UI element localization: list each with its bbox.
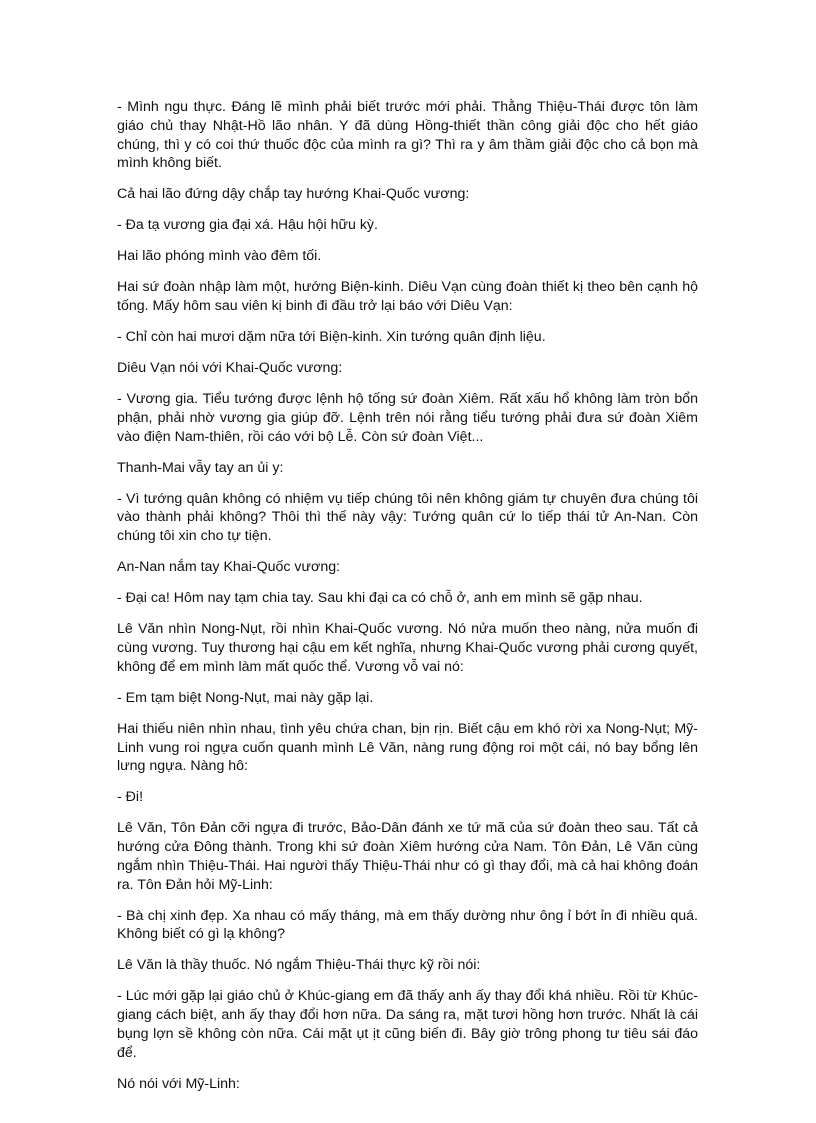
paragraph-9: Thanh-Mai vẫy tay an ủi y:	[117, 459, 284, 476]
paragraph-1: - Mình ngu thực. Đáng lẽ mình phải biết trước mới phải. Thằng Thiệu-Thái được tôn làm giáo chủ thay Nhật-Hồ lão nhân. Y đã dùng Hồng-thiết thần công giải độc cho hết giáo chúng, thì y có coi thứ thuốc độc của mình ra gì? Thì ra y âm thầm giải độc cho cả bọn mà mình không biết.	[117, 99, 698, 172]
paragraph-6: - Chỉ còn hai mươi dặm nữa tới Biện-kinh. Xin tướng quân định liệu.	[117, 329, 546, 346]
paragraph-4: Hai lão phóng mình vào đêm tối.	[117, 248, 322, 265]
paragraph-3: - Đa tạ vương gia đại xá. Hậu hội hữu kỳ.	[117, 217, 378, 234]
paragraph-12: - Đại ca! Hôm nay tạm chia tay. Sau khi đại ca có chỗ ở, anh em mình sẽ gặp nhau.	[117, 590, 643, 607]
paragraph-5: Hai sứ đoàn nhập làm một, hướng Biện-kinh. Diêu Vạn cùng đoàn thiết kị theo bên cạnh hộ tống. Mấy hôm sau viên kị binh đi đầu trở lại báo với Diêu Vạn:	[117, 279, 698, 315]
paragraph-17: Lê Văn, Tôn Đản cỡi ngựa đi trước, Bảo-Dân đánh xe tứ mã của sứ đoàn theo sau. Tất cả hướng cửa Đông thành. Trong khi sứ đoàn Xiêm hướng cửa Nam. Tôn Đản, Lê Văn cùng ngắm nhìn Thiệu-Thái. Hai người thấy Thiệu-Thái như có gì thay đổi, mà cả hai không đoán ra. Tôn Đản hỏi Mỹ-Linh:	[117, 820, 698, 893]
paragraph-10: - Vì tướng quân không có nhiệm vụ tiếp chúng tôi nên không giám tự chuyên đưa chúng tôi vào thành phải không? Thôi thì thế này vậy: Tướng quân cứ lo tiếp thái tử An-Nan. Còn chúng tôi xin cho tự tiện.	[117, 490, 698, 545]
paragraph-11: An-Nan nắm tay Khai-Quốc vương:	[117, 559, 341, 576]
paragraph-2: Cả hai lão đứng dậy chắp tay hướng Khai-Quốc vương:	[117, 186, 470, 203]
paragraph-8: - Vương gia. Tiểu tướng được lệnh hộ tống sứ đoàn Xiêm. Rất xấu hổ không làm tròn bổn phận, phải nhờ vương gia giúp đỡ. Lệnh trên nói rằng tiểu tướng phải đưa sứ đoàn Xiêm vào điện Nam-thiên, rồi cáo với bộ Lễ. Còn sứ đoàn Việt...	[117, 391, 698, 445]
paragraph-15: Hai thiếu niên nhìn nhau, tình yêu chứa chan, bịn rịn. Biết cậu em khó rời xa Nong-Nụt; Mỹ-Linh vung roi ngựa cuốn quanh mình Lê Văn, nàng rung động roi một cái, nó bay bổng lên lưng ngựa. Nàng hô:	[117, 720, 698, 775]
paragraph-13: Lê Văn nhìn Nong-Nụt, rồi nhìn Khai-Quốc vương. Nó nửa muốn theo nàng, nửa muốn đi cùng vương. Tuy thương hại cậu em kết nghĩa, nhưng Khai-Quốc vương phải cương quyết, không để em mình làm mất quốc thể. Vương vỗ vai nó:	[117, 621, 698, 675]
paragraph-14: - Em tạm biệt Nong-Nụt, mai này gặp lại.	[117, 689, 374, 706]
paragraph-16: - Đi!	[117, 789, 144, 806]
paragraph-20: - Lúc mới gặp lại giáo chủ ở Khúc-giang em đã thấy anh ấy thay đổi khá nhiều. Rồi từ Khúc-giang cách biệt, anh ấy thay đổi hơn nữa. Da sáng ra, mặt tươi hồng hơn trước. Nhất là cái bụng lợn sề không còn nữa. Cái mặt ụt ịt cũng biến đi. Bây giờ trông phong tư tiêu sái đáo để.	[117, 988, 698, 1061]
paragraph-18: - Bà chị xinh đẹp. Xa nhau có mấy tháng, mà em thấy dường như ông ỉ bớt ỉn đi nhiều quá. Không biết có gì lạ không?	[117, 907, 698, 943]
paragraph-7: Diêu Vạn nói với Khai-Quốc vương:	[117, 360, 343, 377]
paragraph-21: Nó nói với Mỹ-Linh:	[117, 1075, 240, 1092]
document-page	[117, 98, 698, 1106]
paragraph-19: Lê Văn là thầy thuốc. Nó ngắm Thiệu-Thái thực kỹ rồi nói:	[117, 957, 481, 974]
